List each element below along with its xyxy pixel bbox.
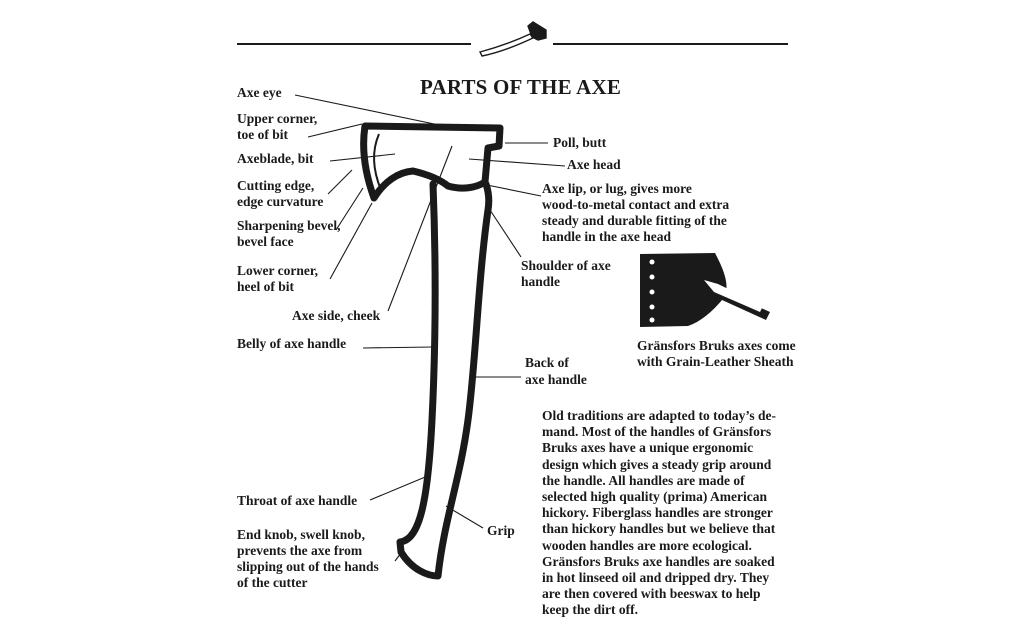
bevel-line [374,134,381,190]
description-paragraph: Old traditions are adapted to today’s de- mand. Most of the handles of Gränsfors Bruks axes have a unique ergonomic design which gives a steady grip around the handle. All handles are made of selected high quality (prima) American hickory. Fiberglass handles are stronger than hickory handles but we believe that wooden handles are more ecological. Gränsfors Bruks axe handles are soaked in hot linseed oil and dripped dry. They are then covered with beeswax to help keep the dirt off. [542,408,777,618]
label-axe-head: Axe head [567,157,621,172]
sheath-caption-2: with Grain-Leather Sheath [637,354,794,369]
label-poll: Poll, butt [553,135,607,150]
label-cutting-edge-2: edge curvature [237,194,324,209]
label-lip-1: Axe lip, or lug, gives more [542,181,692,196]
label-sharpening-1: Sharpening bevel, [237,218,341,233]
label-back-1: Back of [525,355,569,370]
label-lower-corner-2: heel of bit [237,279,294,294]
label-sharpening-2: bevel face [237,234,294,249]
label-end-knob-3: slipping out of the hands [237,559,379,574]
diagram-title: PARTS OF THE AXE [420,75,622,99]
label-shoulder-2: handle [521,274,561,289]
label-belly: Belly of axe handle [237,336,347,351]
label-throat: Throat of axe handle [237,493,358,508]
label-grip: Grip [487,523,515,538]
label-lip-3: steady and durable fitting of the [542,213,727,228]
label-back-2: axe handle [525,372,587,387]
label-lip-2: wood-to-metal contact and extra [542,197,730,212]
label-lower-corner-1: Lower corner, [237,263,318,278]
axe-handle [400,184,489,576]
leather-sheath-image [640,253,770,327]
small-axe-icon [480,22,546,56]
label-end-knob-4: of the cutter [237,575,308,590]
label-axe-eye: Axe eye [237,85,282,100]
label-lip-4: handle in the axe head [542,229,672,244]
sheath-caption-1: Gränsfors Bruks axes come [637,338,796,353]
label-shoulder-1: Shoulder of axe [521,258,611,273]
label-cutting-edge-1: Cutting edge, [237,178,315,193]
label-axe-side: Axe side, cheek [292,308,381,323]
label-upper-corner-2: toe of bit [237,127,288,142]
label-end-knob-1: End knob, swell knob, [237,527,365,542]
label-axeblade: Axeblade, bit [237,151,314,166]
label-upper-corner-1: Upper corner, [237,111,318,126]
label-end-knob-2: prevents the axe from [237,543,363,558]
